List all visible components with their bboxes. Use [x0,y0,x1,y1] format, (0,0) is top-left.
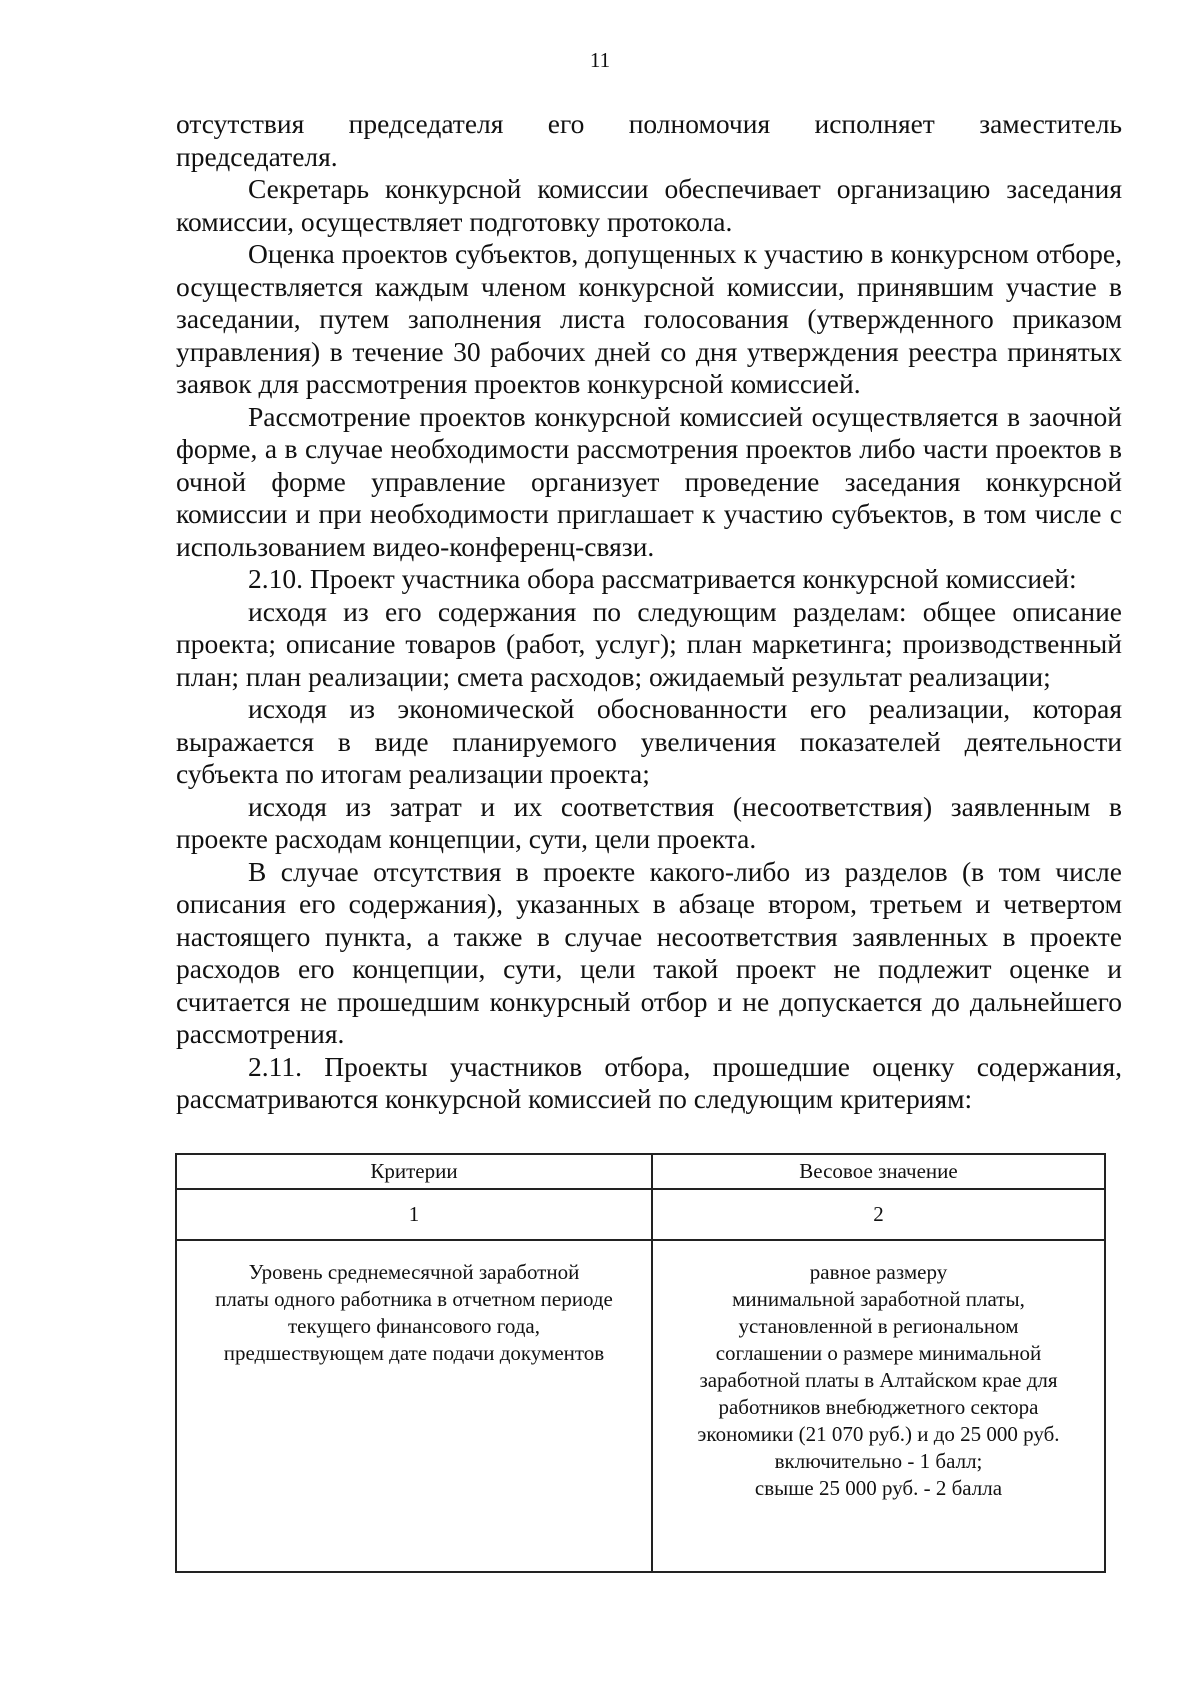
column-header-criteria: Критерии [176,1154,652,1189]
table-header-row [176,1154,1105,1189]
page-number: 11 [589,48,611,72]
table-row [176,1240,1105,1572]
paragraph: председателя. [176,140,338,172]
column-number: 1 [176,1189,652,1240]
column-header-weight: Весовое значение [652,1154,1105,1189]
paragraph: Секретарь конкурсной комиссии обеспечивает организацию заседания комиссии, осуществляет подготовку протокола. [176,173,1122,237]
criterion-cell: Уровень среднемесячной заработной платы одного работника в отчетном периоде текущего финансового года, предшествующем дате подачи документов [176,1240,652,1572]
weight-cell: равное размеру минимальной заработной платы, установленной в региональном соглашении о размере минимальной заработной платы в Алтайском крае для работников внебюджетного сектора экономики (21 070 руб.) и до 25 000 руб. включительно - 1 балл; свыше 25 000 руб. - 2 балла [652,1240,1105,1572]
paragraph: 2.11. Проекты участников отбора, прошедшие оценку содержания, рассматриваются конкурсной комиссией по следующим критериям: [176,1050,1122,1114]
body-text [176,108,1122,1116]
paragraph: Оценка проектов субъектов, допущенных к участию в конкурсном отборе, осуществляется каждым членом конкурсной комиссии, принявшим участие в заседании, путем заполнения листа голосования (утвержденного приказом управления) в течение 30 рабочих дней со дня утверждения реестра принятых заявок для рассмотрения проектов конкурсной комиссией. [176,238,1122,399]
paragraph: отсутствия председателя его полномочия исполняет заместитель [176,108,1122,139]
paragraph: Рассмотрение проектов конкурсной комиссией осуществляется в заочной форме, а в случае необходимости рассмотрения проектов либо части проектов в очной форме управление организует проведение заседания конкурсной комиссии и при необходимости приглашает к участию субъектов, в том числе с использованием видео-конференц-связи. [176,400,1122,562]
column-number: 2 [652,1189,1105,1240]
paragraph: В случае отсутствия в проекте какого-либо из разделов (в том числе описания его содержания), указанных в абзаце втором, третьем и четвертом настоящего пункта, а также в случае несоответствия заявленных в проекте расходов его концепции, сути, цели такой проект не подлежит оценке и считается не прошедшим конкурсный отбор и не допускается до дальнейшего рассмотрения. [176,855,1122,1049]
table-number-row [176,1189,1105,1240]
paragraph: исходя из затрат и их соответствия (несоответствия) заявленным в проекте расходам концепции, сути, цели проекта. [176,790,1122,854]
criteria-table [175,1153,1106,1573]
paragraph: 2.10. Проект участника обора рассматривается конкурсной комиссией: [248,563,1077,594]
paragraph: исходя из его содержания по следующим разделам: общее описание проекта; описание товаров (работ, услуг); план маркетинга; производственный план; план реализации; смета расходов; ожидаемый результат реализации; [176,595,1122,692]
paragraph: исходя из экономической обоснованности его реализации, которая выражается в виде планируемого увеличения показателей деятельности субъекта по итогам реализации проекта; [176,693,1122,789]
